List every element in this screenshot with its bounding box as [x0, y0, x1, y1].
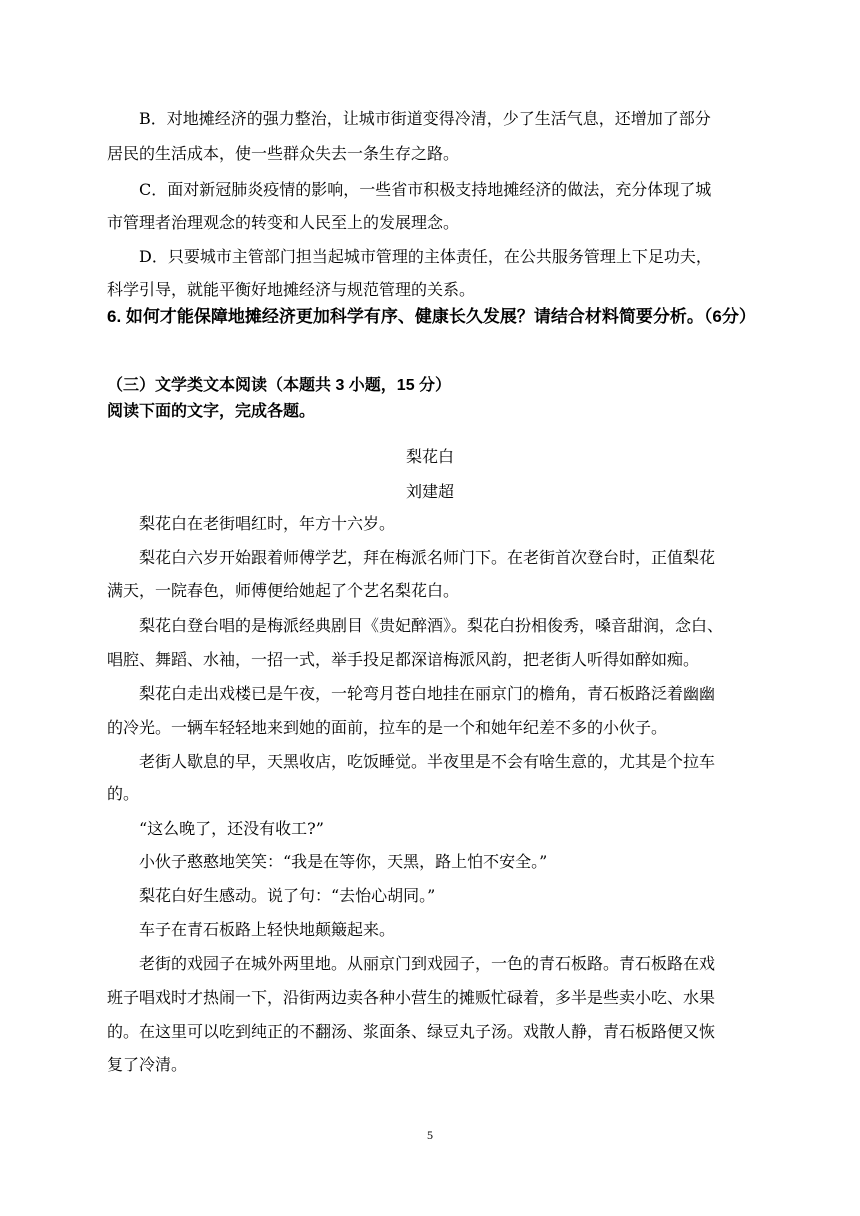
story-title: 梨花白: [405, 447, 454, 466]
story-line: 梨花白在老街唱红时，年方十六岁。: [139, 514, 396, 533]
option-d-line-1: D．只要城市主管部门担当起城市管理的主体责任，在公共服务管理上下足功夫，: [139, 247, 712, 266]
story-line: 复了冷清。: [107, 1055, 188, 1074]
story-line: 车子在青石板路上轻快地颠簸起来。: [139, 920, 396, 939]
story-line: 梨花白好生感动。说了句：“去怡心胡同。”: [139, 886, 436, 905]
page-number: 5: [427, 1128, 433, 1142]
story-line: 老街的戏园子在城外两里地。从丽京门到戏园子，一色的青石板路。青石板路在戏: [139, 954, 716, 973]
story-line: 班子唱戏时才热闹一下，沿街两边卖各种小营生的摊贩忙碌着，多半是些卖小吃、水果: [107, 988, 716, 1007]
story-line: 小伙子憨憨地笑笑：“我是在等你，天黑，路上怕不安全。”: [139, 852, 548, 871]
story-line: 的冷光。一辆车轻轻地来到她的面前，拉车的是一个和她年纪差不多的小伙子。: [107, 718, 668, 737]
option-b-line-2: 居民的生活成本，使一些群众失去一条生存之路。: [107, 144, 460, 163]
story-line: 唱腔、舞蹈、水袖，一招一式，举手投足都深谙梅派风韵，把老街人听得如醉如痴。: [107, 650, 700, 669]
story-line: 梨花白走出戏楼已是午夜，一轮弯月苍白地挂在丽京门的檐角，青石板路泛着幽幽: [139, 684, 716, 703]
question-6: 6. 如何才能保障地摊经济更加科学有序、健康长久发展？请结合材料简要分析。（6分）: [107, 307, 756, 326]
story-author: 刘建超: [405, 482, 454, 501]
option-d-line-2: 科学引导，就能平衡好地摊经济与规范管理的关系。: [107, 280, 476, 299]
story-line: 的。在这里可以吃到纯正的不翻汤、浆面条、绿豆丸子汤。戏散人静，青石板路便又恢: [107, 1022, 716, 1041]
section-heading: （三）文学类文本阅读（本题共 3 小题，15 分）: [107, 377, 452, 394]
section-instruction: 阅读下面的文字，完成各题。: [107, 403, 316, 420]
story-line: “这么晚了，还没有收工?”: [139, 819, 324, 838]
story-line: 的。: [107, 784, 140, 803]
story-line: 老街人歇息的早，天黑收店，吃饭睡觉。半夜里是不会有啥生意的，尤其是个拉车: [139, 752, 716, 771]
story-line: 梨花白六岁开始跟着师傅学艺，拜在梅派名师门下。在老街首次登台时，正值梨花: [139, 548, 716, 567]
story-line: 梨花白登台唱的是梅派经典剧目《贵妃醉酒》。梨花白扮相俊秀，嗓音甜润，念白、: [139, 616, 724, 635]
story-line: 满天，一院春色，师傅便给她起了个艺名梨花白。: [107, 581, 460, 600]
option-b-line-1: B．对地摊经济的强力整治，让城市街道变得冷清，少了生活气息，还增加了部分: [139, 109, 711, 128]
option-c-line-2: 市管理者治理观念的转变和人民至上的发展理念。: [107, 213, 460, 232]
option-c-line-1: C．面对新冠肺炎疫情的影响，一些省市积极支持地摊经济的做法，充分体现了城: [139, 180, 712, 199]
